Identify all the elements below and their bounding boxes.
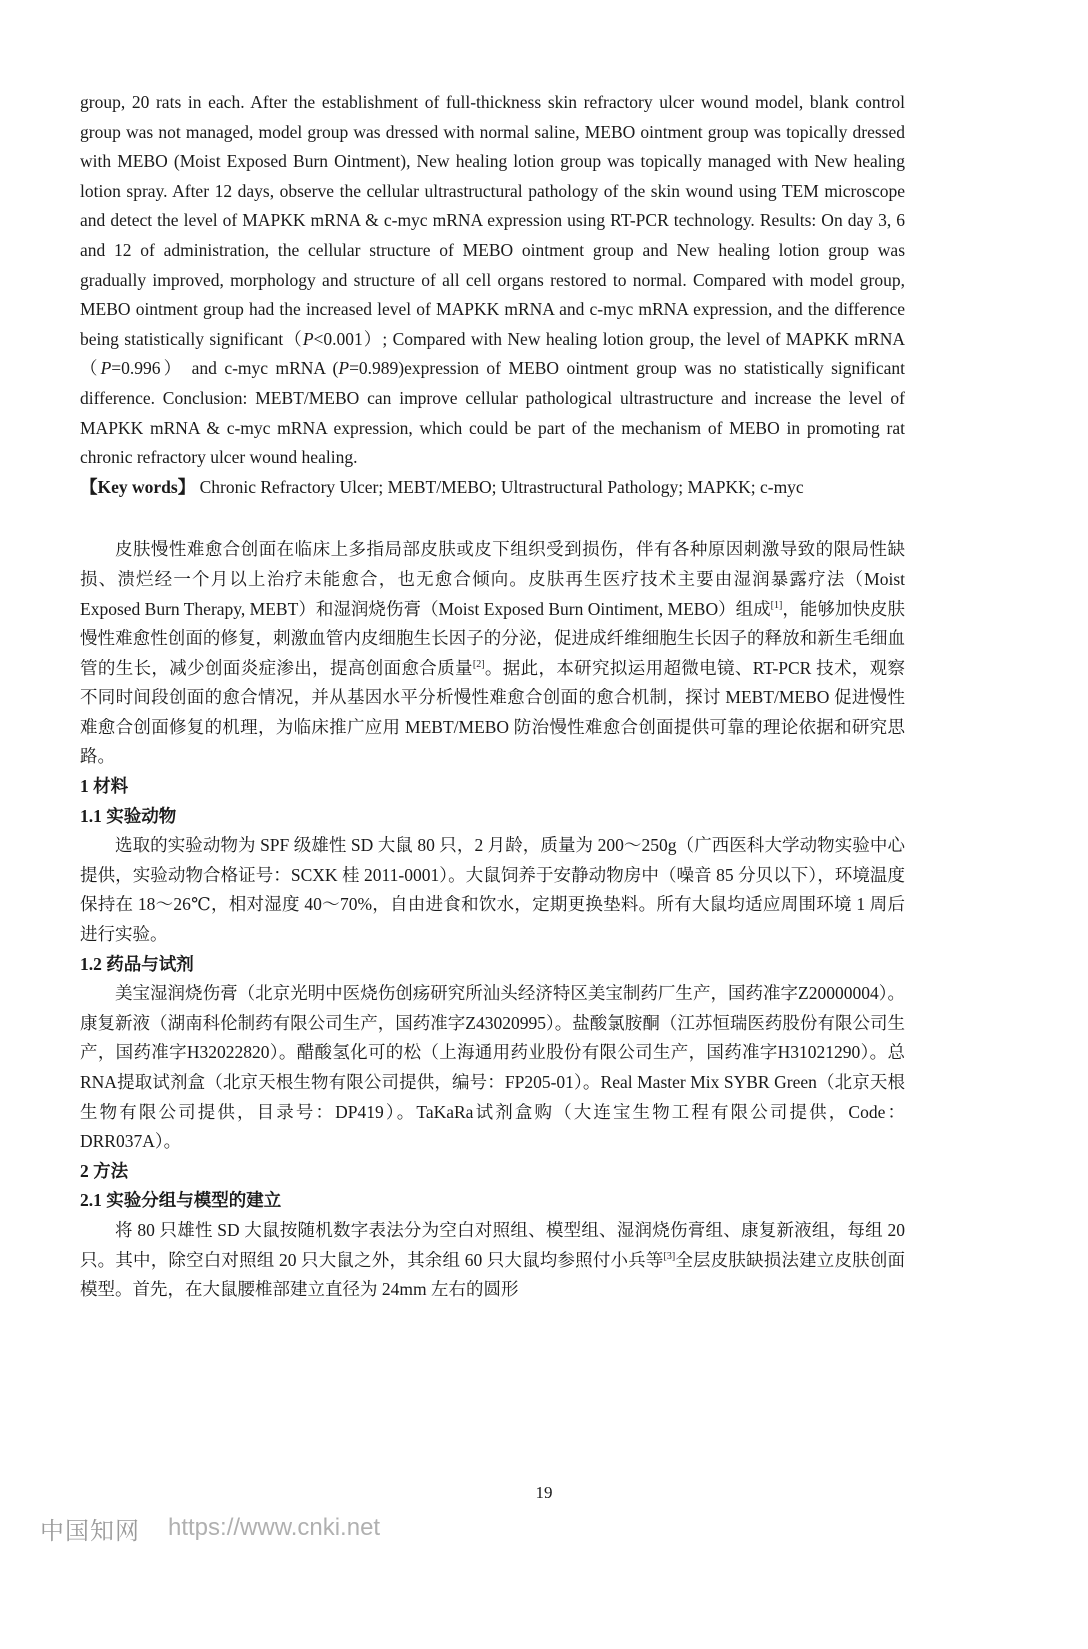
subsection-heading: 1.2 药品与试剂	[80, 953, 194, 974]
section-heading: 2 方法	[80, 1160, 129, 1181]
section-paragraph	[80, 1216, 905, 1305]
cnki-logo-text: 中国知网	[40, 1517, 140, 1545]
subsection-heading: 2.1 实验分组与模型的建立	[80, 1190, 282, 1211]
section-text: 将 80 只雄性 SD 大鼠按随机数字表法分为空白对照组、模型组、湿润烧伤膏组、康复新液组，每组 20 只。其中，除空白对照组 20 只大鼠之外，其余组 60 只大鼠均参照付小兵等	[80, 1219, 905, 1270]
abstract-part: =0.989)expression of MEBO ointment group was no statistically significant difference. Conclusion: MEBT/MEBO can improve cellular pathological ultrastructure and increase the level of MAPKK mRNA & c-myc mRNA expression, which could be part of the mechanism of MEBO in promoting rat chronic refractory ulcer wound healing.	[80, 358, 905, 468]
section-heading: 1 材料	[80, 776, 129, 797]
p-symbol: P	[338, 358, 350, 379]
keywords-label: 【Key words】	[80, 476, 196, 497]
intro-text: 。据此，本研究拟运用超微电镜、RT-PCR 技术，观察不同时间段创面的愈合情况，并从基因水平分析慢性难愈合创面的愈合机制，探讨 MEBT/MEBO 促进慢性难愈合创面修复的机理，为临床推广应用 MEBT/MEBO 防治慢性难愈合创面提供可靠的理论依据和研究思路。	[80, 657, 906, 767]
citation-ref: [1]	[770, 599, 783, 611]
abstract-part: group, 20 rats in each. After the establishment of full-thickness skin refractory ulcer wound model, blank control group was not managed, model group was dressed with normal saline, MEBO ointment group was topically dressed with MEBO (Moist Exposed Burn Ointment), New healing lotion group was topically managed with New healing lotion spray. After 12 days, observe the cellular ultrastructural pathology of the skin wound using TEM microscope and detect the level of MAPKK mRNA & c-myc mRNA expression using RT-PCR technology. Results: On day 3, 6 and 12 of administration, the cellular structure of MEBO ointment group and New healing lotion group was gradually improved, morphology and structure of all cell organs restored to normal. Compared with model group, MEBO ointment group had the increased level of MAPKK mRNA and c-myc mRNA expression, and the difference being statistically significant（	[80, 92, 905, 349]
citation-ref: [2]	[472, 658, 485, 670]
abstract-text	[80, 88, 905, 473]
subsection-heading: 1.1 实验动物	[80, 805, 177, 826]
intro-text: 皮肤慢性难愈合创面在临床上多指局部皮肤或皮下组织受到损伤，伴有各种原因刺激导致的限局性缺损、溃烂经一个月以上治疗未能愈合，也无愈合倾向。皮肤再生医疗技术主要由湿润暴露疗法（Moist Exposed Burn Therapy, MEBT）和湿润烧伤膏（Moist Exposed Burn Ointiment, MEBO）组成	[80, 539, 905, 619]
section-text: 全层皮肤缺损法建立皮肤创面模型。首先，在大鼠腰椎部建立直径为 24mm 左右的圆形	[80, 1249, 906, 1300]
section-paragraph: 美宝湿润烧伤膏（北京光明中医烧伤创疡研究所汕头经济特区美宝制药厂生产，国药准字Z20000004）。康复新液（湖南科伦制药有限公司生产，国药准字Z43020995）。盐酸氯胺酮（江苏恒瑞医药股份有限公司生产，国药准字H32022820）。醋酸氢化可的松（上海通用药业股份有限公司生产，国药准字H31021290）。总RNA提取试剂盒（北京天根生物有限公司提供，编号：FP205-01）。Real Master Mix SYBR Green（北京天根生物有限公司提供，目录号：DP419）。TaKaRa试剂盒购（大连宝生物工程有限公司提供，Code：DRR037A）。	[80, 983, 905, 1152]
intro-paragraph	[80, 535, 905, 772]
cnki-url[interactable]: https://www.cnki.net	[168, 1514, 381, 1541]
page-body	[80, 88, 905, 1305]
keywords	[80, 473, 905, 503]
p-symbol: P	[100, 358, 112, 379]
section-paragraph: 选取的实验动物为 SPF 级雄性 SD 大鼠 80 只，2 月龄，质量为 200～250g（广西医科大学动物实验中心提供，实验动物合格证号：SCXK 桂 2011-0001）。大鼠饲养于安静动物房中（噪音 85 分贝以下），环境温度保持在 18～26℃，相对湿度 40～70%，自由进食和饮水，定期更换垫料。所有大鼠均适应周围环境 1 周后进行实验。	[80, 835, 905, 945]
abstract-part: =0.996） and c-myc mRNA (	[111, 358, 339, 379]
abstract-part: <0.001）; Compared with New healing lotion group, the level of MAPKK mRNA（	[80, 328, 905, 379]
citation-ref: [3]	[663, 1250, 676, 1262]
keywords-list: Chronic Refractory Ulcer; MEBT/MEBO; Ultrastructural Pathology; MAPKK; c-myc	[195, 476, 804, 497]
page-number: 19	[535, 1483, 553, 1502]
p-symbol: P	[302, 328, 314, 349]
intro-text: ，能够加快皮肤慢性难愈性创面的修复，刺激血管内皮细胞生长因子的分泌，促进成纤维细胞生长因子的释放和新生毛细血管的生长，减少创面炎症渗出，提高创面愈合质量	[80, 598, 905, 678]
footer-watermark	[40, 1510, 380, 1546]
